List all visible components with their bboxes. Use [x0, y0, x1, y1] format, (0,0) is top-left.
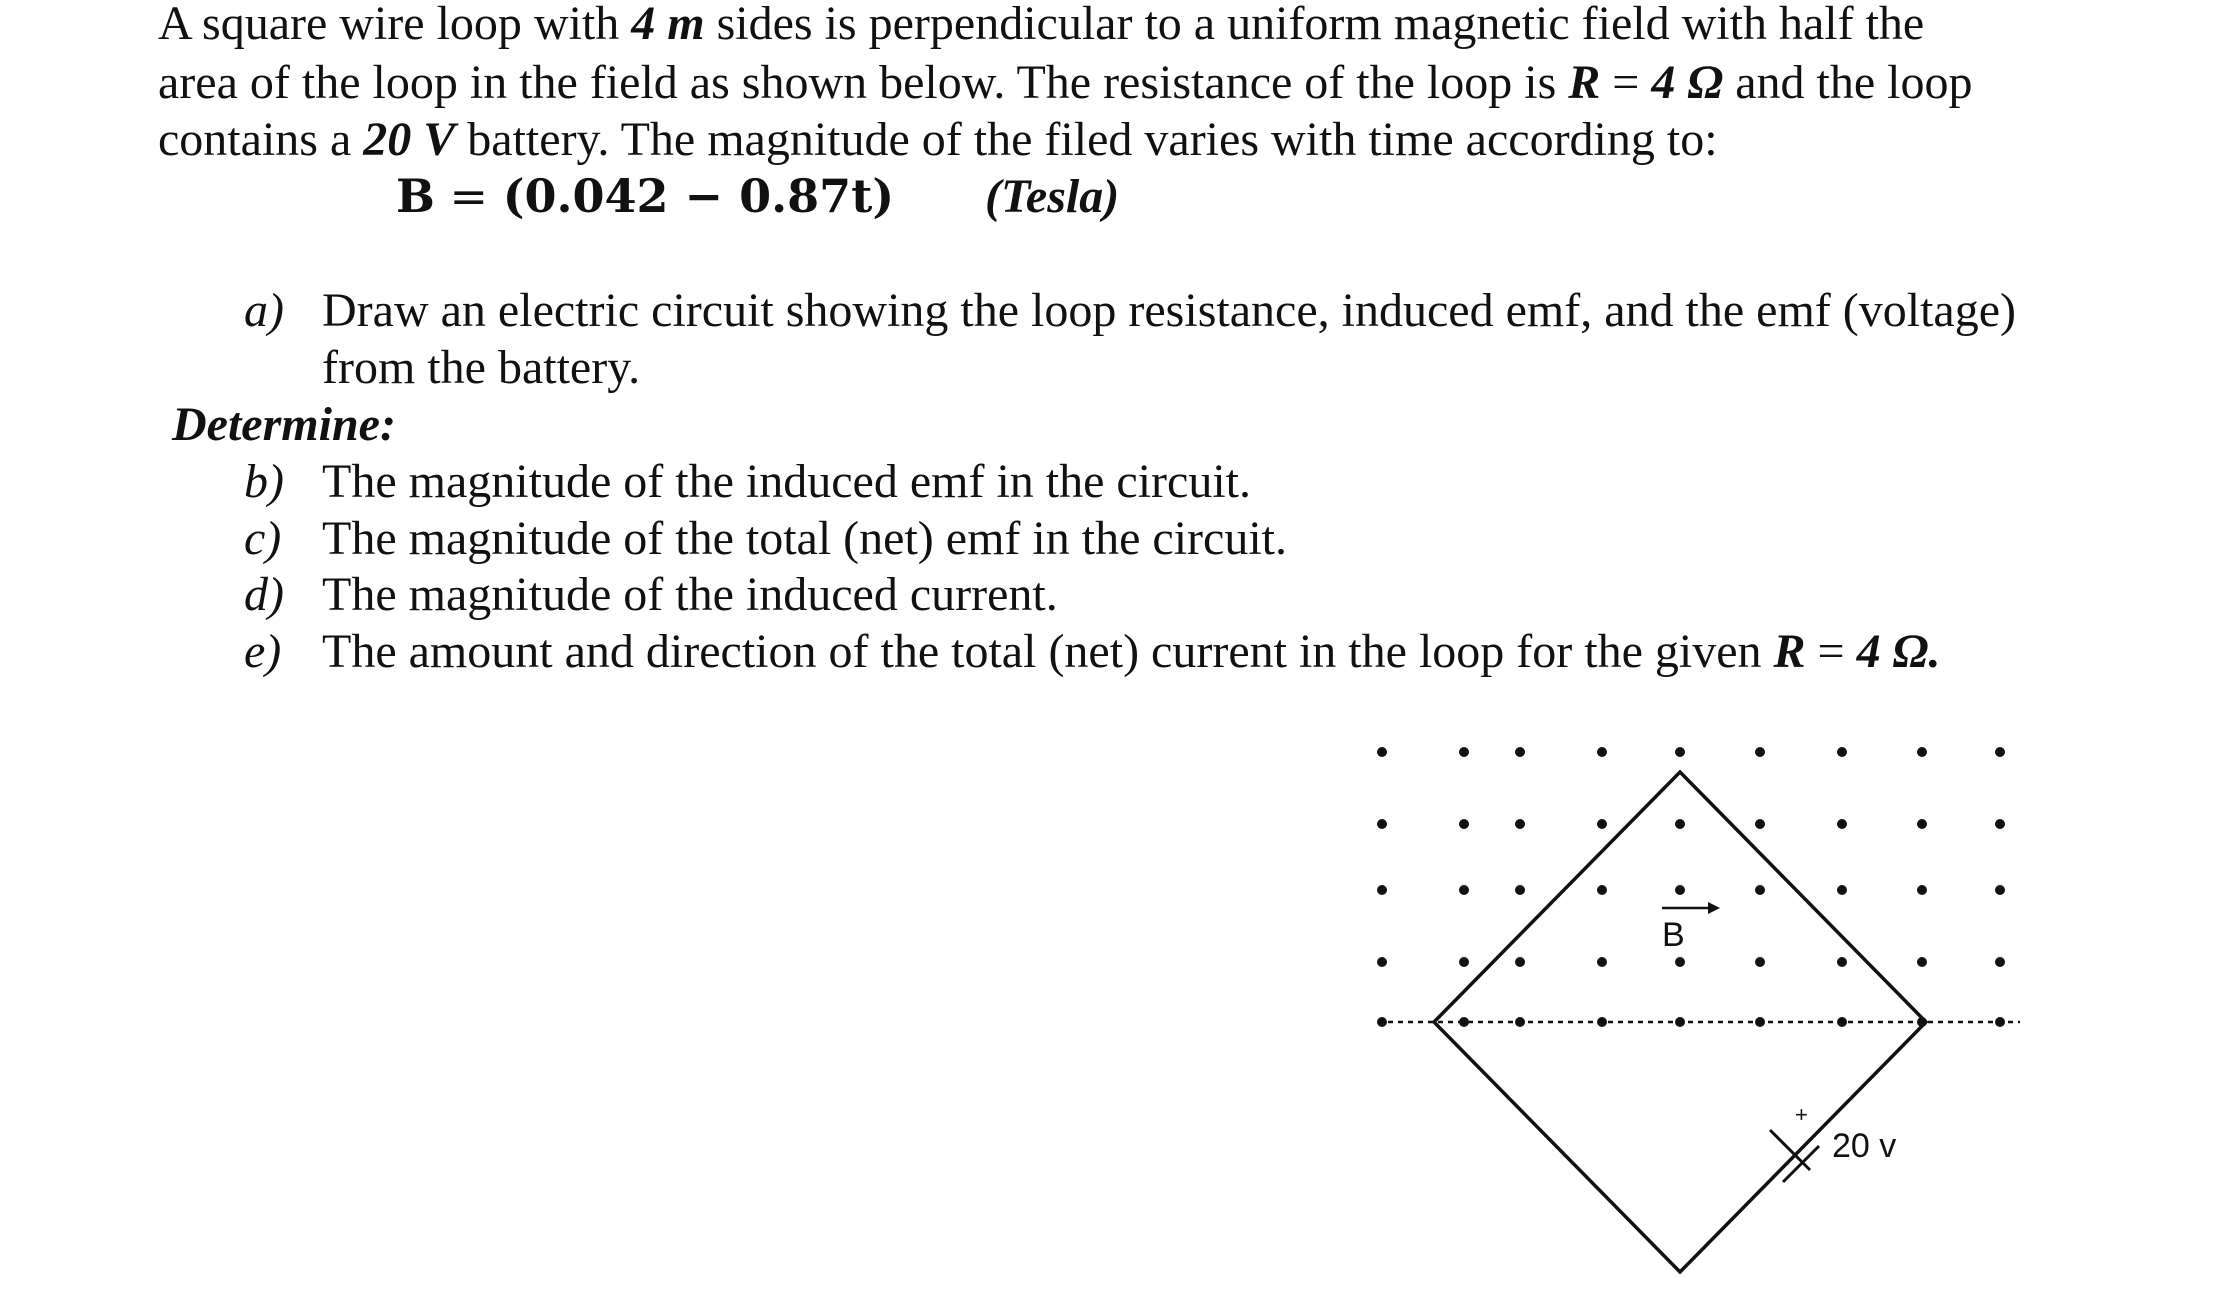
field-dot	[1755, 819, 1765, 829]
field-dot	[1597, 747, 1607, 757]
part-c: c) The magnitude of the total (net) emf in the circuit.	[244, 512, 1287, 565]
part-e: e) The amount and direction of the total (net) current in the loop for the given R = 4 Ω.	[244, 625, 1941, 678]
field-dot	[1515, 747, 1525, 757]
part-a: a) Draw an electric circuit showing the loop resistance, induced emf, and the emf (voltage)	[244, 284, 2017, 337]
field-vector-label	[1662, 902, 1720, 954]
intro-line-1: A square wire loop with 4 m sides is perpendicular to a uniform magnetic field with half the	[158, 0, 1924, 52]
field-dot	[1995, 885, 2005, 895]
field-dot	[1755, 957, 1765, 967]
field-dot	[1917, 885, 1927, 895]
field-dot	[1755, 747, 1765, 757]
field-dot	[1675, 747, 1685, 757]
part-d: d) The magnitude of the induced current.	[244, 568, 1058, 621]
field-dot	[1917, 819, 1927, 829]
field-dot	[1917, 747, 1927, 757]
field-dot	[1515, 885, 1525, 895]
field-dot	[1837, 957, 1847, 967]
loop-side-value: 4 m	[631, 0, 705, 50]
field-dot	[1995, 747, 2005, 757]
battery-voltage-value: 20 V	[363, 113, 456, 166]
field-equation: B = (0.042 − 0.87t)	[396, 169, 895, 223]
field-dot	[1459, 819, 1469, 829]
field-symbol-label: B	[1662, 916, 1685, 954]
field-dot	[1675, 957, 1685, 967]
part-b: b) The magnitude of the induced emf in the circuit.	[244, 455, 1252, 508]
field-dot	[1597, 885, 1607, 895]
field-dot	[1459, 885, 1469, 895]
field-dot	[1675, 885, 1685, 895]
field-dot	[1837, 819, 1847, 829]
battery-polarity-mark: +	[1795, 1102, 1808, 1127]
part-a-line-2: from the battery.	[322, 341, 641, 394]
field-dot	[1515, 957, 1525, 967]
field-dot	[1597, 957, 1607, 967]
resistance-value: 4 Ω	[1651, 56, 1724, 109]
loop-field-diagram	[1340, 710, 2040, 1304]
field-dot	[1837, 885, 1847, 895]
field-dot	[1377, 819, 1387, 829]
field-dot	[1837, 747, 1847, 757]
field-dot	[1377, 747, 1387, 757]
battery-label: 20 v	[1832, 1127, 1897, 1165]
field-dot	[1917, 957, 1927, 967]
field-dot	[1377, 957, 1387, 967]
field-dot	[1515, 819, 1525, 829]
field-dot	[1675, 819, 1685, 829]
field-dot	[1995, 957, 2005, 967]
field-equation-unit: (Tesla)	[985, 170, 1120, 223]
determine-heading: Determine:	[172, 398, 396, 451]
intro-line-2: area of the loop in the field as shown below. The resistance of the loop is R = 4 Ω and the loop	[158, 56, 1973, 109]
field-dot	[1755, 885, 1765, 895]
field-dot	[1459, 747, 1469, 757]
field-dot	[1597, 819, 1607, 829]
intro-line-3: contains a 20 V battery. The magnitude of the filed varies with time according to:	[158, 113, 1718, 166]
field-dot	[1995, 819, 2005, 829]
field-dot	[1377, 885, 1387, 895]
field-dot	[1459, 957, 1469, 967]
